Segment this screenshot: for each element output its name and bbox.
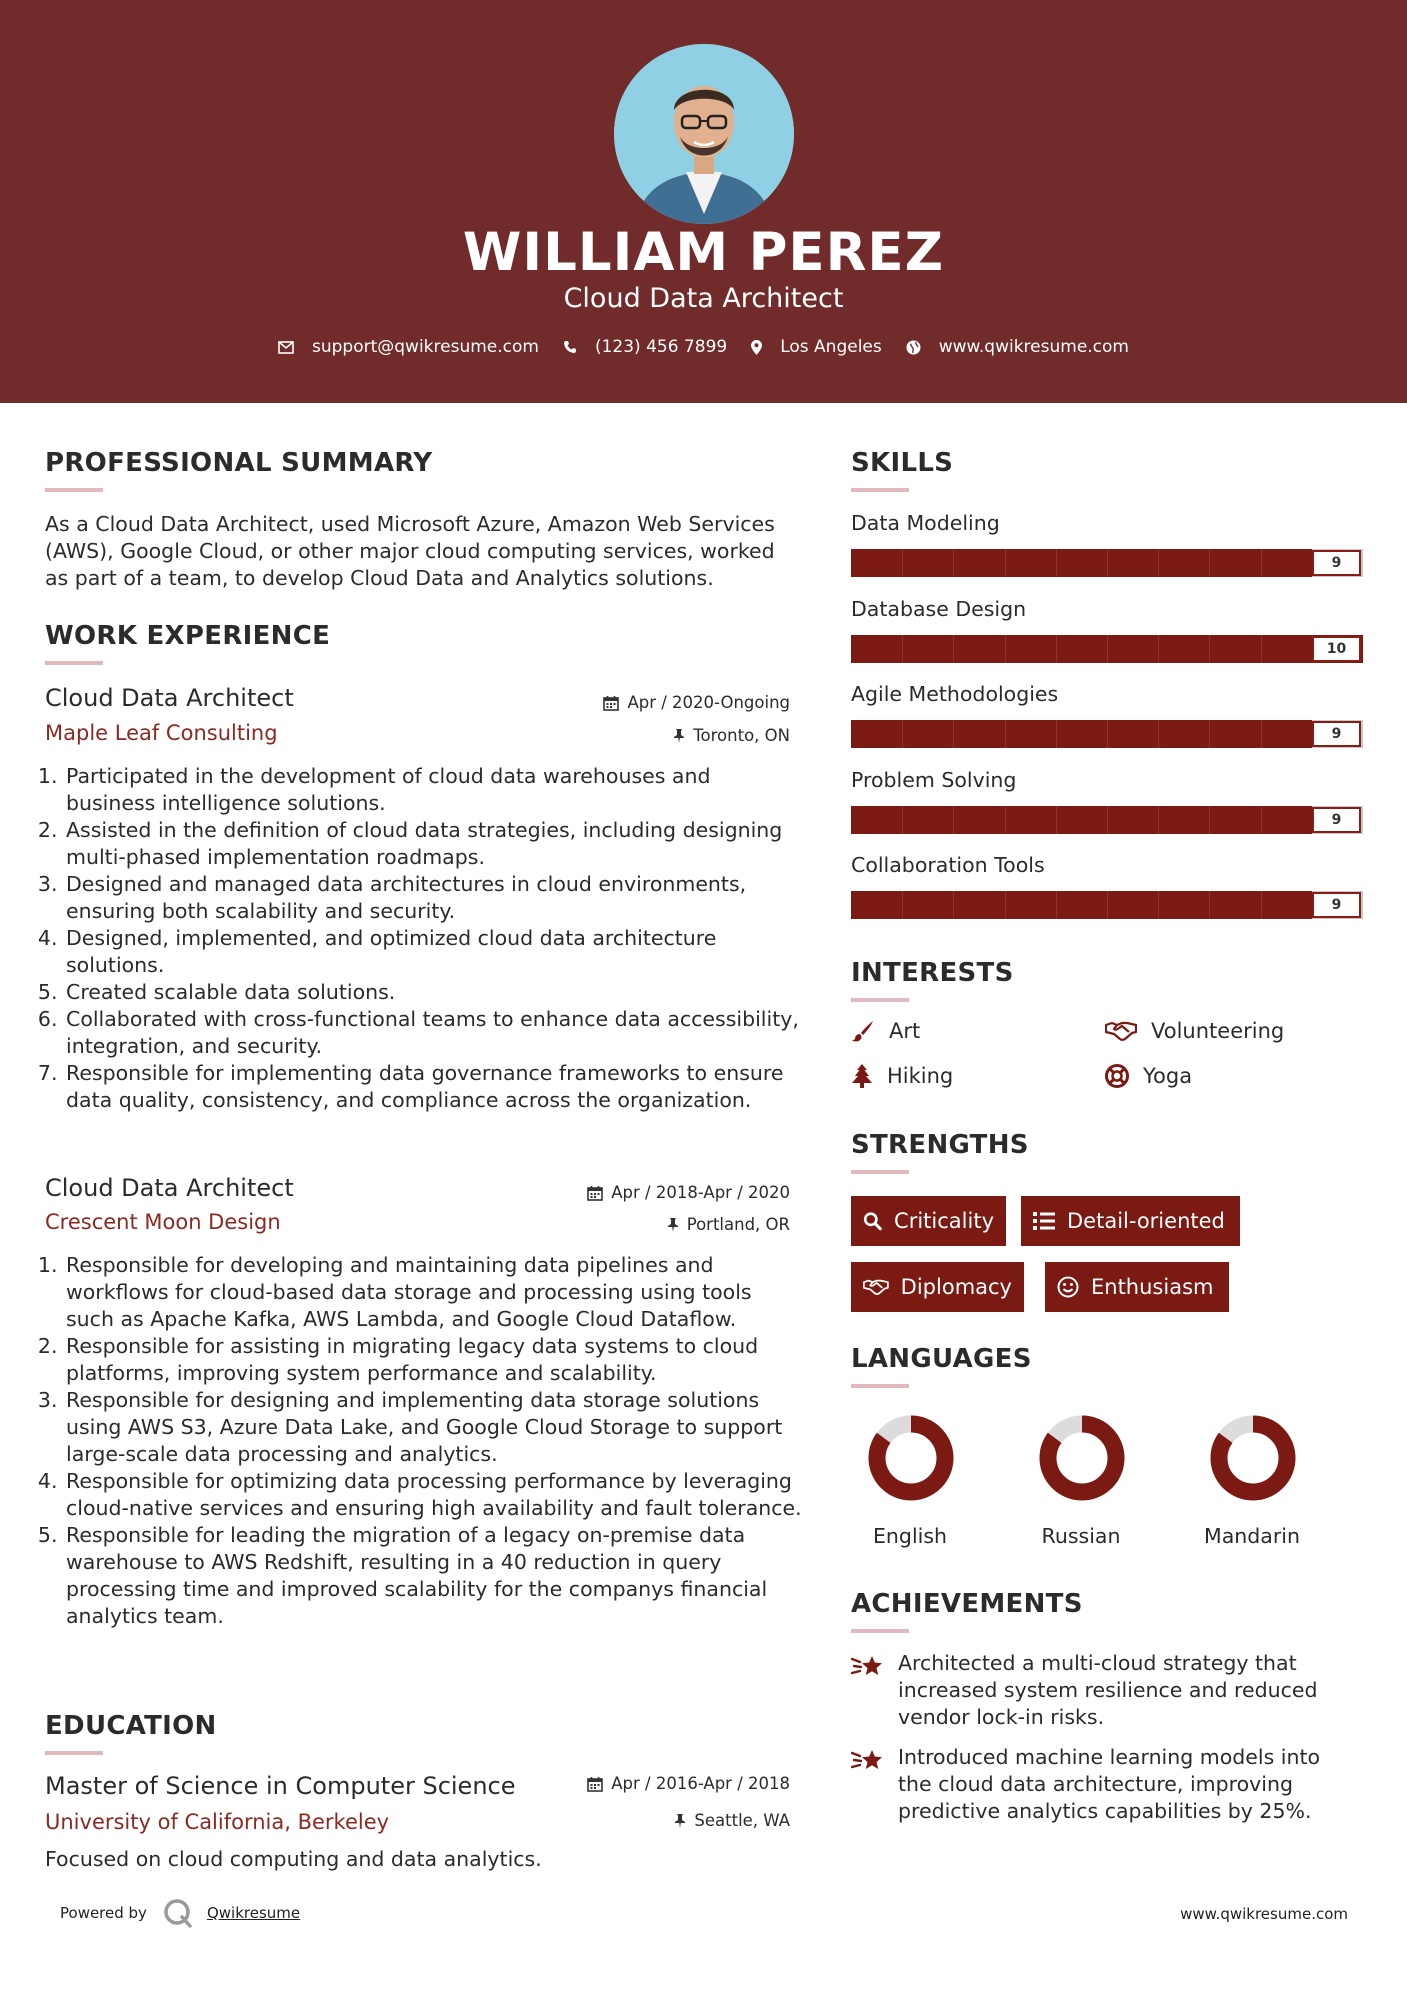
skill-segment-divider — [1261, 549, 1262, 577]
interest-art: Art — [851, 1019, 920, 1043]
skill-segment-divider — [1056, 891, 1057, 919]
skill-score: 10 — [1312, 636, 1361, 662]
language-label: English — [872, 1524, 948, 1548]
skill-segment-divider — [1056, 806, 1057, 834]
list-item: 5. Created scalable data solutions. — [64, 979, 804, 1006]
skill-level-fill — [851, 720, 1312, 748]
email-text: support@qwikresume.com — [312, 337, 539, 357]
list-item: 4. Responsible for optimizing data processing performance by leveraging cloud-native services and ensuring high availability and fault tolerance. — [64, 1468, 804, 1522]
skill-segment-divider — [1107, 549, 1108, 577]
strength-chip: Detail-oriented — [1021, 1196, 1240, 1246]
skill-segment-divider — [1209, 891, 1210, 919]
skill-segment-divider — [953, 720, 954, 748]
skills-heading: SKILLS — [851, 448, 954, 478]
contact-email[interactable] — [278, 337, 539, 357]
skill-segment-divider — [1005, 720, 1006, 748]
list-icon — [1033, 1212, 1055, 1230]
list-item: 4. Designed, implemented, and optimized cloud data architecture solutions. — [64, 925, 804, 979]
website-text: www.qwikresume.com — [938, 337, 1129, 357]
interests-heading: INTERESTS — [851, 958, 1014, 988]
skill-segment-divider — [902, 549, 903, 577]
job-title: Cloud Data Architect — [45, 1174, 294, 1202]
interests-underline — [851, 998, 909, 1002]
skill-segment-divider — [953, 891, 954, 919]
shooting-star-icon — [851, 1653, 885, 1679]
skill-segment-divider — [1209, 806, 1210, 834]
skill-bar — [851, 720, 1363, 748]
skill-segment-divider — [1261, 891, 1262, 919]
skill-segment-divider — [1005, 891, 1006, 919]
list-item: 3. Designed and managed data architectures in cloud environments, ensuring both scalability and security. — [64, 871, 804, 925]
skill-segment-divider — [1107, 720, 1108, 748]
list-item: 5. Responsible for leading the migration of a legacy on-premise data warehouse to AWS Redshift, resulting in a 40 reduction in query processing time and improved scalability for the companys financial analytics team. — [64, 1522, 804, 1630]
contact-phone[interactable] — [563, 337, 727, 357]
skill-name: Data Modeling — [851, 511, 1000, 535]
map-marker-icon — [751, 340, 762, 355]
achievement-item: Introduced machine learning models into the cloud data architecture, improving predictive analytics capabilities by 25%. — [851, 1744, 1351, 1825]
education-underline — [45, 1751, 103, 1755]
skill-segment-divider — [1005, 549, 1006, 577]
skill-segment-divider — [1158, 720, 1159, 748]
skill-bar — [851, 891, 1363, 919]
skill-segment-divider — [1107, 635, 1108, 663]
job-responsibilities — [45, 763, 804, 1114]
skill-segment-divider — [1158, 806, 1159, 834]
interest-hiking: Hiking — [851, 1064, 953, 1088]
skill-bar — [851, 635, 1363, 663]
summary-underline — [45, 488, 103, 492]
list-item: 2. Responsible for assisting in migrating legacy data systems to cloud platforms, improving system performance and scalability. — [64, 1333, 804, 1387]
summary-text: As a Cloud Data Architect, used Microsoft Azure, Amazon Web Services (AWS), Google Cloud, or other major cloud computing services, worked as part of a team, to develop Cloud Data and Analytics solutions. — [45, 512, 775, 590]
skill-level-fill — [851, 806, 1312, 834]
languages-underline — [851, 1384, 909, 1388]
search-icon — [863, 1210, 882, 1232]
candidate-name: WILLIAM PEREZ — [462, 222, 945, 283]
language-label: Russian — [1041, 1524, 1121, 1548]
life-ring-icon — [1105, 1064, 1129, 1088]
powered-by: Powered by Qwikresume — [60, 1898, 300, 1928]
list-item: 1. Responsible for developing and maintaining data pipelines and workflows for cloud-based data storage and processing using tools such as Apache Kafka, AWS Lambda, and Google Cloud Dataflow. — [64, 1252, 804, 1333]
contact-location — [751, 337, 882, 357]
handshake-icon — [863, 1276, 889, 1298]
list-item: 7. Responsible for implementing data governance frameworks to ensure data quality, consistency, and compliance across the organization. — [64, 1060, 804, 1114]
job-title: Cloud Data Architect — [45, 684, 294, 712]
list-item: 3. Responsible for designing and implementing data storage solutions using AWS S3, Azure Data Lake, and Google Cloud Storage to support large-scale data processing and analytics. — [64, 1387, 804, 1468]
skill-segment-divider — [1056, 635, 1057, 663]
skill-segment-divider — [1261, 720, 1262, 748]
list-item: 1. Participated in the development of cloud data warehouses and business intelligence solutions. — [64, 763, 804, 817]
contact-website[interactable] — [906, 337, 1129, 357]
paint-brush-icon — [851, 1019, 875, 1043]
skill-segment-divider — [1261, 806, 1262, 834]
skill-segment-divider — [902, 720, 903, 748]
envelope-icon — [278, 341, 294, 354]
skill-segment-divider — [1261, 635, 1262, 663]
skill-segment-divider — [1056, 549, 1057, 577]
shooting-star-icon — [851, 1747, 885, 1773]
work-underline — [45, 661, 103, 665]
education-dates: Apr / 2016-Apr / 2018 — [587, 1774, 790, 1793]
qwikresume-link[interactable]: Qwikresume — [206, 1904, 301, 1922]
skill-segment-divider — [1158, 891, 1159, 919]
skill-segment-divider — [1107, 891, 1108, 919]
skill-score: 9 — [1312, 550, 1361, 576]
calendar-icon — [587, 1776, 603, 1792]
skill-name: Collaboration Tools — [851, 853, 1045, 877]
interest-yoga: Yoga — [1105, 1064, 1192, 1088]
profile-photo — [614, 44, 794, 224]
skill-name: Database Design — [851, 596, 1027, 621]
calendar-icon — [603, 695, 619, 711]
skill-name: Problem Solving — [851, 767, 1017, 792]
achievements-heading: ACHIEVEMENTS — [851, 1589, 1083, 1619]
language-rings — [851, 1410, 1331, 1510]
skill-segment-divider — [953, 806, 954, 834]
skill-segment-divider — [902, 635, 903, 663]
list-item: 6. Collaborated with cross-functional teams to enhance data accessibility, integration, and security. — [64, 1006, 804, 1060]
language-label: Mandarin — [1204, 1524, 1300, 1548]
strength-chip: Criticality — [851, 1196, 1006, 1246]
tree-icon — [851, 1064, 873, 1088]
skill-segment-divider — [902, 806, 903, 834]
job-dates: Apr / 2018-Apr / 2020 — [587, 1183, 790, 1202]
education-note: Focused on cloud computing and data analytics. — [45, 1847, 542, 1871]
strength-chip: Diplomacy — [851, 1262, 1024, 1312]
skill-name: Agile Methodologies — [851, 682, 1059, 706]
handshake-icon — [1105, 1020, 1137, 1042]
calendar-icon — [587, 1185, 603, 1201]
location-text: Los Angeles — [780, 337, 882, 357]
skill-segment-divider — [1005, 806, 1006, 834]
skill-score: 9 — [1312, 807, 1361, 833]
skill-bar — [851, 806, 1363, 834]
skill-segment-divider — [1107, 806, 1108, 834]
pin-icon — [673, 728, 685, 743]
education-location: Seattle, WA — [674, 1811, 790, 1830]
skill-segment-divider — [1209, 549, 1210, 577]
skill-segment-divider — [902, 891, 903, 919]
job-location: Toronto, ON — [673, 726, 790, 745]
job-company: Maple Leaf Consulting — [45, 721, 278, 745]
skill-segment-divider — [1056, 720, 1057, 748]
skill-segment-divider — [953, 635, 954, 663]
qwikresume-logo-icon — [163, 1898, 193, 1928]
strength-chip: Enthusiasm — [1045, 1262, 1229, 1312]
work-heading: WORK EXPERIENCE — [45, 621, 331, 651]
degree-title: Master of Science in Computer Science — [45, 1772, 516, 1800]
job-responsibilities — [45, 1252, 804, 1630]
skill-level-fill — [851, 891, 1312, 919]
skill-segment-divider — [953, 549, 954, 577]
achievement-item: Architected a multi-cloud strategy that increased system resilience and reduced vendor lock-in risks. — [851, 1650, 1351, 1731]
education-heading: EDUCATION — [45, 1711, 217, 1741]
skill-score: 9 — [1312, 892, 1361, 918]
globe-icon — [906, 340, 921, 355]
list-item: 2. Assisted in the definition of cloud data strategies, including designing multi-phased implementation roadmaps. — [64, 817, 804, 871]
phone-text: (123) 456 7899 — [594, 337, 728, 357]
summary-heading: PROFESSIONAL SUMMARY — [45, 448, 433, 478]
contact-bar — [0, 337, 1407, 357]
skill-level-fill — [851, 549, 1312, 577]
footer-website[interactable]: www.qwikresume.com — [1180, 1905, 1348, 1923]
skill-segment-divider — [1158, 635, 1159, 663]
pin-icon — [667, 1217, 679, 1232]
school-name: University of California, Berkeley — [45, 1810, 390, 1834]
strengths-underline — [851, 1170, 909, 1174]
skill-segment-divider — [1209, 635, 1210, 663]
skill-segment-divider — [1158, 549, 1159, 577]
skills-underline — [851, 488, 909, 492]
resume-header — [0, 0, 1407, 403]
languages-heading: LANGUAGES — [851, 1344, 1032, 1374]
smile-icon — [1057, 1276, 1079, 1298]
interest-volunteering: Volunteering — [1105, 1019, 1284, 1043]
candidate-role: Cloud Data Architect — [563, 283, 844, 314]
achievements-underline — [851, 1629, 909, 1633]
job-location: Portland, OR — [667, 1215, 790, 1234]
skill-score: 9 — [1312, 721, 1361, 747]
skill-bar — [851, 549, 1363, 577]
strengths-heading: STRENGTHS — [851, 1130, 1029, 1160]
pin-icon — [674, 1813, 686, 1828]
skill-segment-divider — [1005, 635, 1006, 663]
skill-segment-divider — [1209, 720, 1210, 748]
phone-icon — [563, 340, 577, 354]
job-company: Crescent Moon Design — [45, 1210, 281, 1234]
job-dates: Apr / 2020-Ongoing — [603, 693, 790, 712]
